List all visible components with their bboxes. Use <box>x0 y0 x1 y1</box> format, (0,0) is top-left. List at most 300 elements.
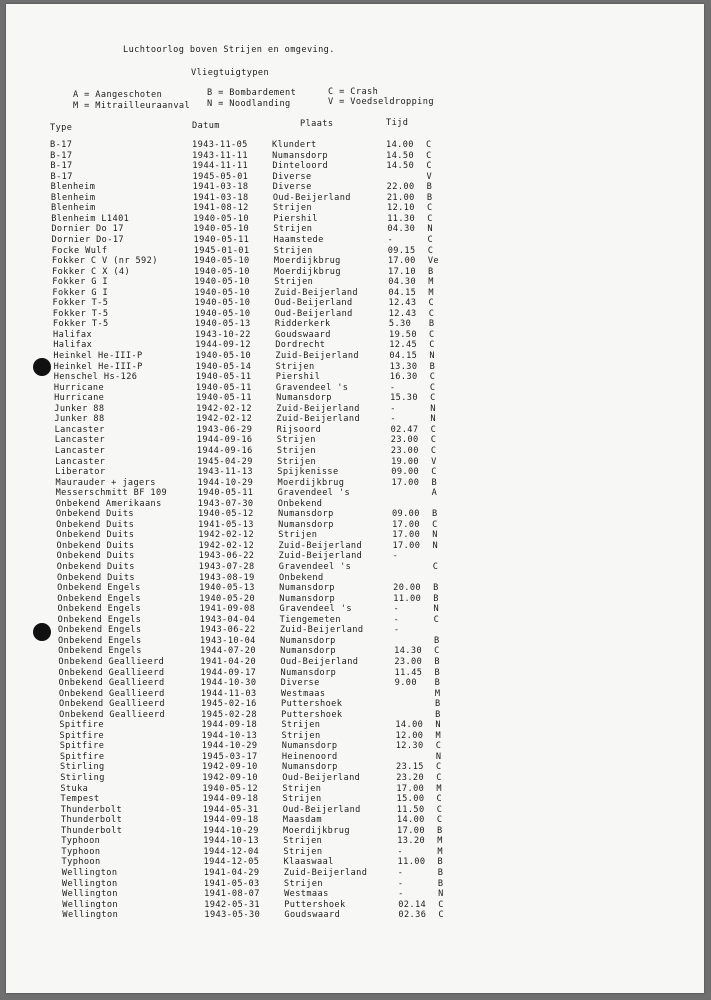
cell-plaats: Zuid-Beijerland <box>276 403 360 414</box>
table-row <box>6 478 704 489</box>
cell-datum: 1940-05-12 <box>197 509 254 520</box>
cell-code: C <box>429 329 435 340</box>
cell-tijd: 5.30 <box>388 319 412 330</box>
cell-datum: 1942-09-10 <box>202 773 258 783</box>
cell-type: Liberator <box>55 467 106 478</box>
cell-type: Stirling <box>60 773 105 783</box>
cell-plaats: Puttershoek <box>284 899 346 910</box>
cell-datum: 1940-05-10 <box>194 277 250 288</box>
legend-item: A = Aangeschoten <box>73 90 163 100</box>
cell-type: Heinkel He-III-P <box>53 361 143 372</box>
cell-type: Wellington <box>62 910 119 921</box>
cell-type: Onbekend Duits <box>56 551 135 562</box>
table-row <box>6 193 704 204</box>
cell-tijd: 14.00 <box>395 720 424 731</box>
cell-datum: 1945-02-16 <box>201 699 257 710</box>
cell-type: Henschel Hs-126 <box>53 372 138 383</box>
cell-type: Blenheim <box>51 203 96 214</box>
cell-tijd: 17.10 <box>388 266 416 277</box>
cell-plaats: Strijen <box>274 277 314 288</box>
cell-plaats: Strijen <box>277 456 317 467</box>
column-header-plaats: Plaats <box>300 119 334 129</box>
table-row <box>6 604 704 615</box>
cell-datum: 1943-06-22 <box>198 551 255 562</box>
cell-plaats: Diverse <box>272 182 312 193</box>
cell-code: C <box>431 467 437 478</box>
cell-code: B <box>435 709 441 720</box>
cell-plaats: Numansdorp <box>282 762 338 773</box>
cell-plaats: Gravendeel 's <box>278 562 352 572</box>
cell-plaats: Strijen <box>276 445 316 456</box>
table-row <box>6 720 704 731</box>
legend-item: N = Noodlanding <box>207 99 291 109</box>
cell-code: N <box>429 351 435 361</box>
cell-code: Ve <box>427 256 440 267</box>
cell-type: Fokker C X (4) <box>52 266 131 277</box>
cell-tijd: - <box>397 846 403 857</box>
legend-item: C = Crash <box>328 87 379 97</box>
table-row <box>6 668 704 679</box>
cell-code: N <box>433 604 440 615</box>
cell-datum: 1945-05-01 <box>192 171 249 182</box>
table-row <box>6 699 704 710</box>
cell-type: B-17 <box>50 171 73 182</box>
table-row <box>6 319 704 330</box>
table-row <box>6 646 704 657</box>
cell-code: N <box>430 414 436 425</box>
table-row <box>6 151 704 162</box>
cell-datum: 1941-04-20 <box>200 656 257 667</box>
cell-type: Onbekend Geallieerd <box>58 688 165 699</box>
cell-type: Onbekend Engels <box>57 625 142 636</box>
cell-datum: 1944-10-29 <box>197 477 254 488</box>
cell-datum: 1943-11-11 <box>192 150 248 161</box>
table-row <box>6 288 704 299</box>
table-row <box>6 879 704 890</box>
cell-code: N <box>430 403 436 414</box>
table-row <box>6 425 704 436</box>
table-row <box>6 277 704 288</box>
cell-type: Onbekend Geallieerd <box>58 656 165 667</box>
cell-tijd: 02.14 <box>398 899 427 910</box>
cell-type: Lancaster <box>54 445 106 456</box>
cell-type: Onbekend Geallieerd <box>58 678 165 689</box>
cell-code: M <box>437 846 443 857</box>
cell-plaats: Heinenoord <box>281 751 338 762</box>
cell-code: C <box>427 234 434 245</box>
cell-type: Onbekend Engels <box>57 635 142 646</box>
cell-code: C <box>430 435 437 446</box>
table-row <box>6 499 704 510</box>
cell-type: Lancaster <box>54 424 105 435</box>
cell-datum: 1944-10-29 <box>201 741 258 752</box>
legend-item: B = Bombardement <box>207 88 297 98</box>
cell-datum: 1944-10-30 <box>200 678 257 689</box>
cell-plaats: Diverse <box>280 678 320 689</box>
cell-datum: 1944-09-16 <box>196 445 253 456</box>
cell-type: Onbekend Geallieerd <box>59 699 165 710</box>
column-header-tijd: Tijd <box>386 118 409 128</box>
cell-code: B <box>426 192 433 203</box>
cell-datum: 1944-09-16 <box>196 435 253 446</box>
cell-plaats: Strijen <box>283 878 323 889</box>
table-row <box>6 340 704 351</box>
cell-tijd: 14.30 <box>394 646 423 657</box>
cell-plaats: Dordrecht <box>275 340 326 351</box>
cell-type: B-17 <box>50 161 73 172</box>
table-row <box>6 847 704 858</box>
cell-type: Onbekend Engels <box>57 614 142 625</box>
cell-code: C <box>430 393 436 404</box>
cell-datum: 1940-05-10 <box>194 308 251 319</box>
cell-plaats: Gravendeel 's <box>279 604 352 615</box>
cell-type: Thunderbolt <box>60 804 123 815</box>
cell-tijd: 12.10 <box>387 203 415 214</box>
cell-plaats: Numansdorp <box>279 635 336 646</box>
cell-code: N <box>427 224 433 235</box>
cell-code: B <box>428 266 434 277</box>
cell-plaats: Strijen <box>276 435 316 446</box>
cell-datum: 1943-07-28 <box>198 562 255 572</box>
cell-type: Onbekend Duits <box>56 540 135 551</box>
cell-plaats: Numansdorp <box>280 646 336 657</box>
cell-datum: 1940-05-14 <box>195 361 252 372</box>
table-row <box>6 594 704 605</box>
cell-tijd: 13.20 <box>397 836 426 847</box>
cell-datum: 1943-10-22 <box>195 329 251 340</box>
cell-tijd: 17.00 <box>397 825 425 836</box>
cell-datum: 1941-09-08 <box>199 604 256 615</box>
cell-type: Tempest <box>60 794 100 805</box>
cell-datum: 1944-09-18 <box>201 720 258 731</box>
table-row <box>6 172 704 183</box>
cell-code: M <box>428 277 434 288</box>
cell-code: V <box>426 171 433 182</box>
cell-plaats: Strijen <box>273 245 313 256</box>
cell-code: B <box>433 583 439 594</box>
cell-tijd: 11.45 <box>394 667 423 678</box>
cell-datum: 1942-09-10 <box>202 762 258 773</box>
table-row <box>6 657 704 668</box>
cell-code: M <box>437 836 443 847</box>
cell-plaats: Strijen <box>275 361 315 372</box>
cell-code: C <box>430 424 437 435</box>
cell-code: B <box>437 867 444 878</box>
table-row <box>6 435 704 446</box>
table-row <box>6 520 704 531</box>
cell-plaats: Moerdijkbrug <box>283 825 350 836</box>
table-row <box>6 541 704 552</box>
table-row <box>6 900 704 911</box>
cell-type: Lancaster <box>54 435 105 446</box>
cell-tijd: 11.30 <box>387 213 416 224</box>
table-row <box>6 224 704 235</box>
cell-plaats: Numansdorp <box>279 583 335 594</box>
cell-type: Onbekend Amerikaans <box>55 498 162 509</box>
cell-datum: 1944-07-20 <box>200 646 256 657</box>
cell-type: Spitfire <box>59 730 105 741</box>
cell-code: B <box>429 361 436 372</box>
cell-plaats: Ridderkerk <box>274 319 331 330</box>
cell-datum: 1945-01-01 <box>193 245 250 256</box>
cell-code: C <box>426 140 432 150</box>
cell-tijd: 17.00 <box>391 477 420 488</box>
cell-datum: 1944-10-13 <box>203 836 259 847</box>
cell-type: Thunderbolt <box>60 815 123 826</box>
cell-datum: 1941-03-18 <box>192 192 249 203</box>
cell-plaats: Numansdorp <box>276 393 332 404</box>
cell-code: M <box>434 688 441 699</box>
cell-type: Onbekend Engels <box>57 593 141 604</box>
table-row <box>6 573 704 584</box>
cell-datum: 1944-12-05 <box>203 857 260 868</box>
cell-code: B <box>431 477 438 488</box>
cell-datum: 1940-05-11 <box>193 234 250 245</box>
cell-code: A <box>431 488 438 499</box>
cell-datum: 1940-05-10 <box>193 256 250 267</box>
cell-datum: 1940-05-10 <box>194 287 251 298</box>
cell-plaats: Spijkenisse <box>277 467 339 478</box>
table-row <box>6 182 704 193</box>
cell-type: Junker 88 <box>54 403 105 414</box>
cell-plaats: Strijen <box>273 224 313 235</box>
cell-tijd: 14.00 <box>396 815 425 826</box>
cell-type: Onbekend Duits <box>55 509 134 520</box>
cell-code: B <box>437 825 443 836</box>
cell-tijd: 09.15 <box>387 245 416 256</box>
cell-plaats: Klaaswaal <box>283 857 334 868</box>
cell-type: Stirling <box>60 762 105 773</box>
table-row <box>6 330 704 341</box>
cell-type: Wellington <box>61 867 118 878</box>
cell-tijd: 14.50 <box>386 161 415 172</box>
cell-datum: 1941-08-12 <box>193 203 249 214</box>
table-row <box>6 457 704 468</box>
cell-plaats: Strijen <box>281 720 321 731</box>
cell-type: Onbekend Geallieerd <box>59 709 166 720</box>
cell-tijd: - <box>390 414 396 425</box>
cell-code: N <box>435 751 442 762</box>
cell-type: Halifax <box>53 340 93 351</box>
cell-code: C <box>430 445 437 456</box>
cell-plaats: Piershil <box>273 213 318 224</box>
cell-datum: 1940-05-11 <box>196 393 252 404</box>
cell-code: B <box>434 667 441 678</box>
table-row <box>6 530 704 541</box>
cell-tijd: 04.15 <box>388 287 417 298</box>
table-row <box>6 615 704 626</box>
table-row <box>6 562 704 573</box>
cell-code: C <box>436 773 442 783</box>
cell-datum: 1944-09-18 <box>202 794 259 805</box>
cell-code: C <box>436 815 443 826</box>
cell-type: Wellington <box>62 889 118 900</box>
cell-type: Messerschmitt BF 109 <box>55 488 168 499</box>
cell-tijd: 17.00 <box>392 540 421 551</box>
cell-datum: 1943-11-13 <box>197 467 254 478</box>
cell-code: C <box>429 372 436 383</box>
table-row <box>6 836 704 847</box>
cell-tijd: 11.00 <box>393 593 422 604</box>
cell-code: B <box>433 593 439 604</box>
cell-type: Fokker T-5 <box>52 308 109 319</box>
cell-plaats: Moerdijkbrug <box>274 266 341 277</box>
cell-datum: 1941-08-07 <box>204 889 260 900</box>
cell-plaats: Puttershoek <box>281 699 343 710</box>
cell-code: C <box>438 910 444 921</box>
cell-tijd: 23.00 <box>394 656 423 667</box>
cell-datum: 1941-05-03 <box>203 878 260 889</box>
table-row <box>6 256 704 267</box>
cell-code: C <box>427 203 433 214</box>
cell-datum: 1940-05-11 <box>195 372 252 383</box>
cell-tijd: 17.00 <box>396 783 425 794</box>
cell-datum: 1942-02-12 <box>196 403 252 414</box>
cell-code: B <box>435 699 441 710</box>
cell-plaats: Strijen <box>282 783 322 794</box>
cell-datum: 1940-05-11 <box>197 488 254 499</box>
cell-plaats: Onbekend <box>277 498 323 509</box>
cell-plaats: Gravendeel 's <box>277 488 351 499</box>
cell-plaats: Oud-Beijerland <box>274 298 353 309</box>
table-row <box>6 372 704 383</box>
cell-code: C <box>426 150 432 161</box>
cell-datum: 1942-05-31 <box>204 899 260 910</box>
table-row <box>6 583 704 594</box>
cell-datum: 1940-05-10 <box>195 351 252 361</box>
cell-datum: 1944-09-12 <box>195 340 251 351</box>
cell-code: C <box>434 646 440 657</box>
cell-code: B <box>434 656 440 667</box>
cell-plaats: Piershil <box>275 372 321 383</box>
cell-tijd: - <box>397 867 404 878</box>
cell-plaats: Rijsoord <box>276 424 322 435</box>
cell-type: B-17 <box>50 140 73 150</box>
table-row <box>6 826 704 837</box>
table-row <box>6 214 704 225</box>
cell-plaats: Moerdijkbrug <box>273 256 341 267</box>
cell-type: Typhoon <box>61 846 101 857</box>
cell-tijd: 14.00 <box>386 140 414 150</box>
cell-datum: 1943-08-19 <box>198 572 255 583</box>
cell-datum: 1945-03-17 <box>201 751 258 762</box>
cell-datum: 1942-02-12 <box>198 540 255 551</box>
table-row <box>6 140 704 151</box>
cell-type: Onbekend Duits <box>56 530 135 541</box>
cell-tijd: 23.15 <box>396 762 424 773</box>
table-row <box>6 794 704 805</box>
cell-datum: 1944-11-03 <box>200 688 257 699</box>
table-row <box>6 509 704 520</box>
cell-type: Hurricane <box>54 393 105 404</box>
table-row <box>6 488 704 499</box>
table-row <box>6 868 704 879</box>
cell-tijd: 23.20 <box>396 773 425 783</box>
cell-code: C <box>438 899 444 910</box>
cell-tijd: - <box>393 614 400 625</box>
cell-tijd: 12.45 <box>389 340 418 351</box>
cell-code: C <box>436 762 442 773</box>
cell-type: Fokker T-5 <box>52 319 109 330</box>
cell-type: Junker 88 <box>54 414 105 425</box>
cell-tijd: 04.30 <box>388 277 417 288</box>
cell-plaats: Numansdorp <box>279 593 336 604</box>
cell-type: Hurricane <box>53 382 105 393</box>
cell-tijd: - <box>387 234 394 245</box>
table-row <box>6 383 704 394</box>
cell-tijd: 12.30 <box>395 741 424 752</box>
cell-plaats: Strijen <box>281 730 321 741</box>
cell-plaats: Oud-Beijerland <box>282 773 361 783</box>
cell-tijd: 12.43 <box>388 298 417 309</box>
cell-code: M <box>436 783 442 794</box>
cell-type: Thunderbolt <box>61 825 123 836</box>
cell-plaats: Strijen <box>283 846 323 857</box>
cell-code: B <box>437 878 444 889</box>
cell-type: Spitfire <box>59 720 104 731</box>
cell-type: Onbekend Geallieerd <box>58 667 165 678</box>
table-row <box>6 235 704 246</box>
cell-plaats: Maasdam <box>282 815 322 826</box>
table-row <box>6 731 704 742</box>
cell-type: Typhoon <box>61 836 101 847</box>
table-row <box>6 362 704 373</box>
table-row <box>6 309 704 320</box>
table-row <box>6 551 704 562</box>
cell-datum: 1940-05-20 <box>199 593 256 604</box>
cell-code: C <box>436 804 443 815</box>
cell-datum: 1942-02-12 <box>196 414 253 425</box>
cell-tijd: 15.30 <box>390 393 418 404</box>
cell-tijd: 04.30 <box>387 224 416 235</box>
cell-code: C <box>429 340 435 351</box>
cell-plaats: Haamstede <box>273 234 324 245</box>
cell-type: Fokker G I <box>52 287 109 298</box>
cell-type: Onbekend Engels <box>57 583 141 594</box>
cell-tijd: - <box>398 889 404 900</box>
cell-plaats: Onbekend <box>278 572 324 583</box>
cell-tijd: 09.00 <box>391 467 420 478</box>
column-header-datum: Datum <box>192 121 220 131</box>
cell-tijd: 22.00 <box>386 182 415 193</box>
cell-type: Fokker C V (nr 592) <box>51 256 158 267</box>
cell-plaats: Diverse <box>272 171 312 182</box>
cell-datum: 1944-11-11 <box>192 161 249 172</box>
cell-plaats: Numansdorp <box>280 667 337 678</box>
table-row <box>6 625 704 636</box>
cell-datum: 1943-06-29 <box>196 424 253 435</box>
table-row <box>6 393 704 404</box>
table-row <box>6 414 704 425</box>
table-row <box>6 267 704 278</box>
cell-code: C <box>429 382 436 393</box>
table-row <box>6 351 704 362</box>
cell-code: M <box>428 287 434 298</box>
table-row <box>6 161 704 172</box>
cell-datum: 1940-05-13 <box>194 319 251 330</box>
table-row <box>6 246 704 257</box>
table-row <box>6 762 704 773</box>
cell-type: Blenheim L1401 <box>51 213 130 224</box>
cell-tijd: 20.00 <box>393 583 421 594</box>
cell-datum: 1940-05-10 <box>194 298 251 309</box>
cell-plaats: Strijen <box>283 836 323 847</box>
cell-code: B <box>426 182 433 193</box>
cell-tijd: - <box>393 625 400 636</box>
cell-datum: 1940-05-13 <box>199 583 255 594</box>
cell-code: B <box>428 319 435 330</box>
cell-datum: 1944-10-13 <box>201 730 258 741</box>
